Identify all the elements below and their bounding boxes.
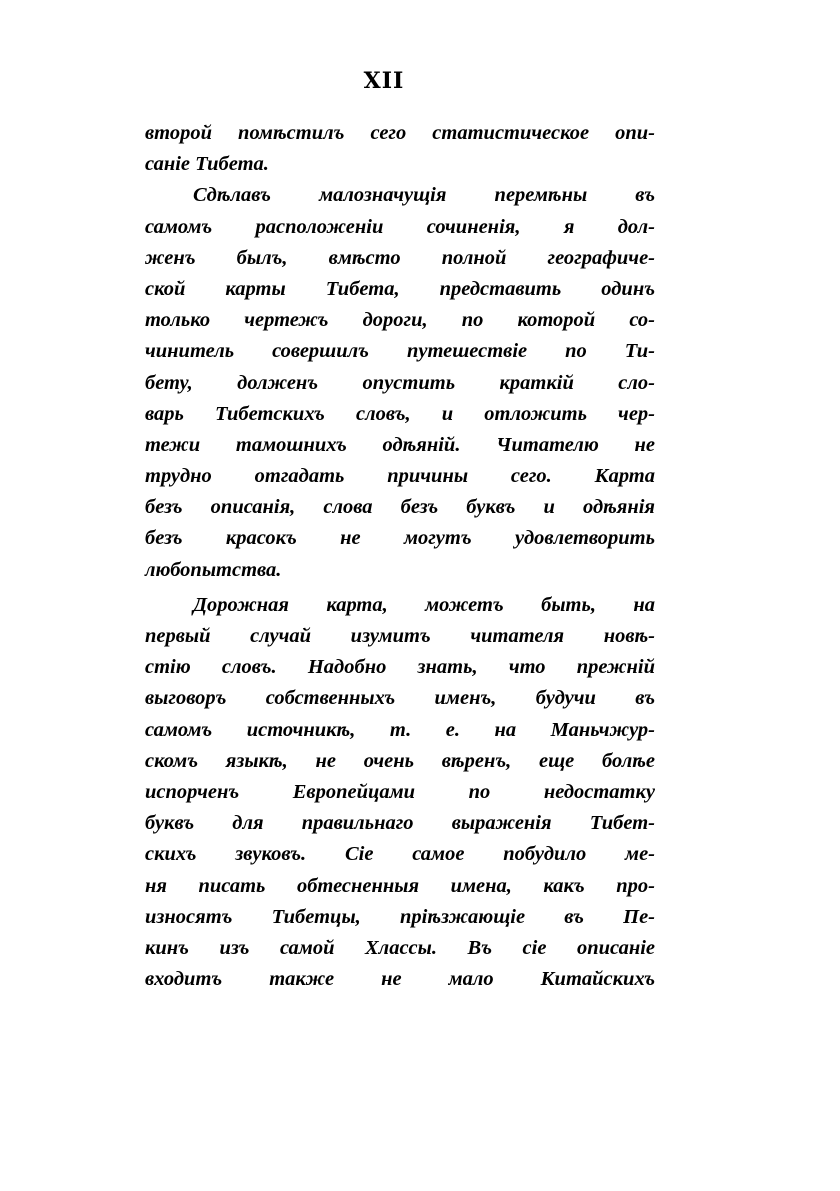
text-line: стію словъ. Надобно знать, что прежній [145, 656, 655, 679]
text-line: скомъ языкѣ, не очень вѣренъ, еще болѣе [145, 749, 655, 772]
text-line: входитъ также не мало Китайскихъ [145, 968, 655, 991]
paragraph-1 [145, 118, 655, 180]
text-line: выговоръ собственныхъ именъ, будучи въ [145, 687, 655, 710]
page-number: XII [363, 68, 405, 94]
text-line: самомъ расположеніи сочиненія, я дол- [145, 215, 655, 238]
text-line: скихъ звуковъ. Сіе самое побудило ме- [145, 843, 655, 866]
body-text [145, 118, 655, 995]
text-line: любопытства. [145, 558, 282, 581]
paragraph-3 [145, 590, 655, 995]
text-line: кинъ изъ самой Хлассы. Въ сіе описаніе [145, 936, 655, 959]
text-line: ня писать обтесненныя имена, какъ про- [145, 874, 655, 897]
text-line: испорченъ Европейцами по недостатку [145, 780, 655, 803]
text-line: тежи тамошнихъ одѣяній. Читателю не [145, 433, 655, 456]
text-line: ской карты Тибета, представить одинъ [145, 277, 655, 300]
text-line: женъ былъ, вмѣсто полной географиче- [145, 246, 655, 269]
text-line: буквъ для правильнаго выраженія Тибет- [145, 812, 655, 835]
text-line: первый случай изумитъ читателя новѣ- [145, 625, 655, 647]
text-line: Сдѣлавъ малозначущія перемѣны въ [193, 184, 655, 207]
text-line: безъ красокъ не могутъ удовлетворить [145, 527, 655, 550]
text-line: Дорожная карта, можетъ быть, на [193, 593, 655, 616]
text-line: бету, долженъ опустить краткій сло- [145, 371, 655, 394]
text-line: чинитель совершилъ путешествіе по Ти- [145, 340, 655, 363]
text-line: износятъ Тибетцы, пріѣзжающіе въ Пе- [145, 905, 655, 928]
text-line: саніе Тибета. [145, 153, 269, 176]
text-line: варь Тибетскихъ словъ, и отложить чер- [145, 402, 655, 425]
text-line: самомъ источникѣ, т. е. на Маньчжур- [145, 718, 655, 741]
text-line: безъ описанія, слова безъ буквъ и одѣянія [145, 496, 655, 519]
paragraph-2 [145, 180, 655, 585]
text-line: второй помѣстилъ сего статистическое опи- [145, 122, 655, 144]
text-line: трудно отгадать причины сего. Карта [145, 465, 655, 488]
text-line: только чертежъ дороги, по которой со- [145, 309, 655, 332]
